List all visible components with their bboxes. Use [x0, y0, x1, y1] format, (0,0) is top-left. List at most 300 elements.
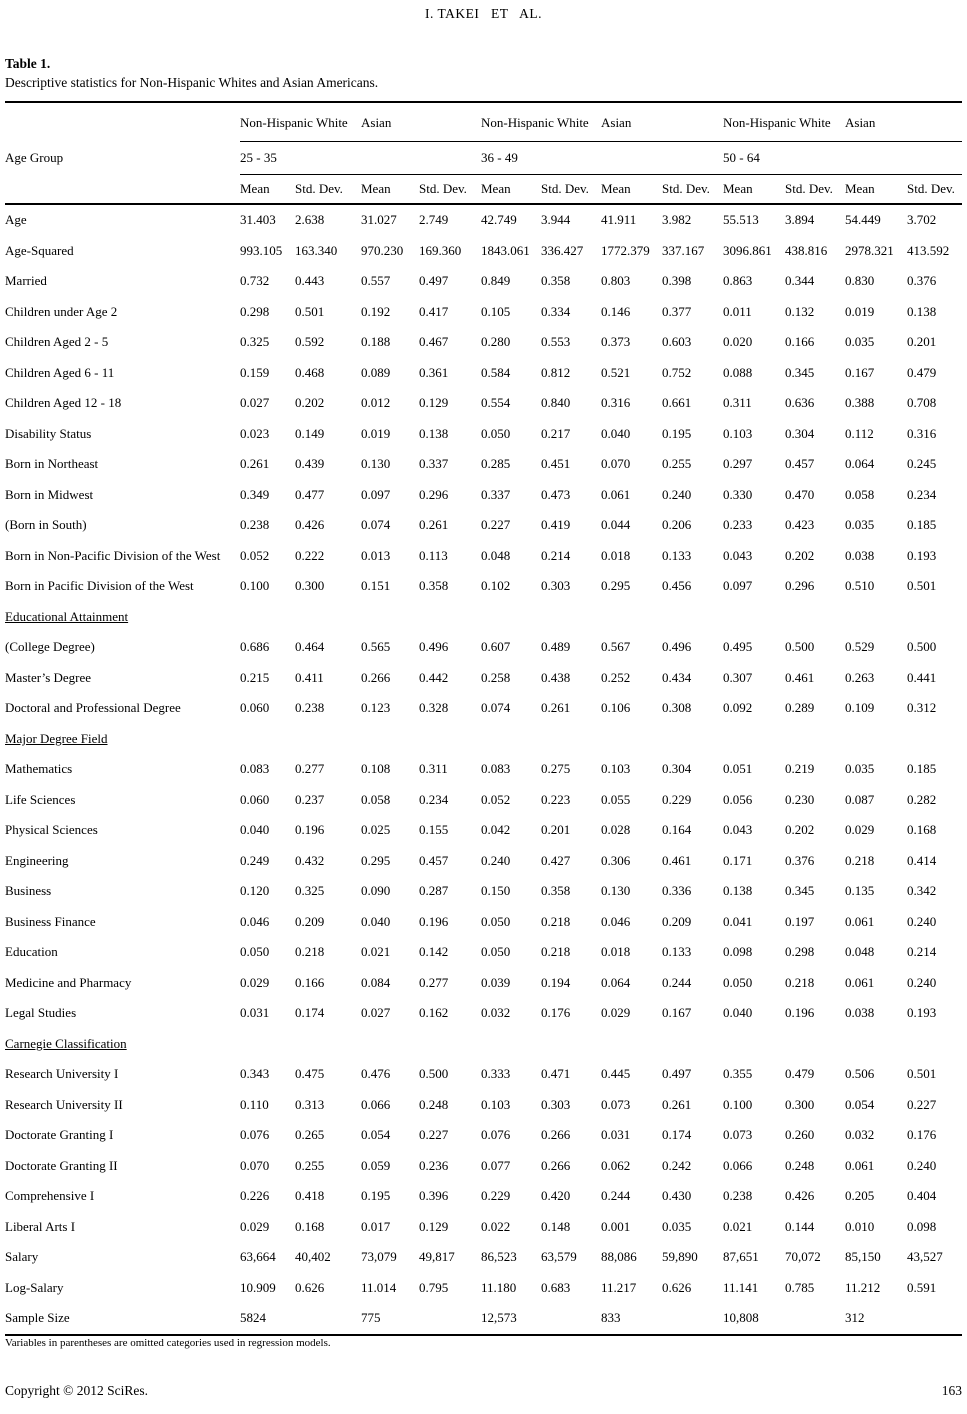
cell-value: 0.019: [845, 303, 875, 319]
cell-value: 0.248: [419, 1096, 449, 1112]
cell-value: 88,086: [601, 1249, 637, 1265]
table-row: [5, 876, 962, 907]
cell-value: 0.042: [481, 822, 511, 838]
cell-value: 0.479: [785, 1066, 815, 1082]
cell-value: 0.166: [295, 974, 325, 990]
cell-value: 1772.379: [601, 242, 650, 258]
cell-value: 0.061: [601, 486, 631, 502]
cell-value: 0.426: [785, 1188, 815, 1204]
cell-value: 0.222: [295, 547, 325, 563]
cell-value: 0.060: [240, 791, 270, 807]
cell-value: [481, 1029, 541, 1060]
cell-value: 0.295: [361, 852, 391, 868]
cell-value: 0.501: [907, 1066, 937, 1082]
row-label: (Born in South): [5, 517, 87, 533]
cell-value: 0.103: [481, 1096, 511, 1112]
stat-header: Std. Dev.: [419, 175, 481, 205]
table-body: [5, 204, 962, 1335]
row-label: (College Degree): [5, 639, 95, 655]
cell-value: [361, 724, 419, 755]
cell-value: 0.261: [419, 517, 449, 533]
page-number: 163: [941, 1383, 962, 1398]
stat-header: Std. Dev.: [662, 175, 723, 205]
cell-value: 0.032: [481, 1005, 511, 1021]
cell-value: [419, 1303, 481, 1335]
cell-value: [419, 724, 481, 755]
cell-value: 0.863: [723, 273, 753, 289]
cell-value: 0.109: [845, 700, 875, 716]
cell-value: [295, 724, 361, 755]
cell-value: 10,808: [723, 1310, 759, 1326]
cell-value: 0.686: [240, 639, 270, 655]
cell-value: 0.201: [907, 334, 937, 350]
cell-value: 0.457: [785, 456, 815, 472]
cell-value: 41.911: [601, 212, 637, 228]
table-row: [5, 266, 962, 297]
cell-value: 0.803: [601, 273, 631, 289]
cell-value: 0.029: [240, 1218, 270, 1234]
cell-value: 0.052: [481, 791, 511, 807]
section-label: Educational Attainment: [5, 608, 129, 624]
cell-value: [419, 1029, 481, 1060]
cell-value: 0.217: [541, 425, 571, 441]
cell-value: 0.144: [785, 1218, 815, 1234]
table-row: [5, 937, 962, 968]
row-label: Children Aged 6 - 11: [5, 364, 115, 380]
cell-value: 3.702: [907, 212, 937, 228]
cell-value: 0.461: [785, 669, 815, 685]
cell-value: 0.031: [240, 1005, 270, 1021]
cell-value: 0.077: [481, 1157, 511, 1173]
cell-value: 0.442: [419, 669, 449, 685]
cell-value: 0.010: [845, 1218, 875, 1234]
cell-value: 0.074: [361, 517, 391, 533]
cell-value: 0.029: [845, 822, 875, 838]
cell-value: 0.445: [601, 1066, 631, 1082]
cell-value: [723, 1029, 785, 1060]
cell-value: 0.418: [295, 1188, 325, 1204]
cell-value: 0.040: [601, 425, 631, 441]
cell-value: 0.039: [481, 974, 511, 990]
row-label: Comprehensive I: [5, 1188, 95, 1204]
cell-value: 11.217: [601, 1279, 637, 1295]
cell-value: 0.106: [601, 700, 631, 716]
header-spacer: [5, 175, 240, 205]
cell-value: 0.358: [541, 883, 571, 899]
age-group-header: 50 - 64: [723, 142, 962, 175]
cell-value: 0.197: [785, 913, 815, 929]
cell-value: 0.398: [662, 273, 692, 289]
copyright-text: Copyright © 2012 SciRes.: [5, 1383, 149, 1398]
cell-value: 0.355: [723, 1066, 753, 1082]
section-header-row: [5, 602, 962, 633]
cell-value: 0.050: [481, 425, 511, 441]
cell-value: 0.148: [541, 1218, 571, 1234]
cell-value: 0.017: [361, 1218, 391, 1234]
cell-value: 0.417: [419, 303, 449, 319]
stat-header: Std. Dev.: [541, 175, 601, 205]
cell-value: 0.218: [845, 852, 875, 868]
cell-value: 0.035: [845, 761, 875, 777]
table-row: [5, 693, 962, 724]
cell-value: 0.298: [240, 303, 270, 319]
cell-value: 0.300: [785, 1096, 815, 1112]
cell-value: 0.337: [419, 456, 449, 472]
stat-header: Std. Dev.: [295, 175, 361, 205]
cell-value: 0.626: [662, 1279, 692, 1295]
row-label: Born in Northeast: [5, 456, 99, 472]
cell-value: 0.443: [295, 273, 325, 289]
cell-value: 0.304: [785, 425, 815, 441]
age-group-label: Age Group: [5, 150, 64, 165]
cell-value: 0.130: [361, 456, 391, 472]
row-label: Legal Studies: [5, 1005, 77, 1021]
cell-value: [541, 724, 601, 755]
cell-value: 0.277: [295, 761, 325, 777]
cell-value: 0.076: [481, 1127, 511, 1143]
table-row: [5, 388, 962, 419]
cell-value: 0.280: [481, 334, 511, 350]
cell-value: 0.185: [907, 517, 937, 533]
cell-value: [419, 602, 481, 633]
cell-value: 0.333: [481, 1066, 511, 1082]
cell-value: 0.732: [240, 273, 270, 289]
cell-value: 0.129: [419, 395, 449, 411]
cell-value: 0.188: [361, 334, 391, 350]
cell-value: 0.229: [481, 1188, 511, 1204]
cell-value: 0.218: [541, 913, 571, 929]
cell-value: 0.133: [662, 547, 692, 563]
cell-value: 0.058: [845, 486, 875, 502]
cell-value: [541, 1303, 601, 1335]
table-row: [5, 1303, 962, 1335]
cell-value: 0.240: [907, 1157, 937, 1173]
cell-value: 0.108: [361, 761, 391, 777]
cell-value: 0.260: [785, 1127, 815, 1143]
cell-value: 49,817: [419, 1249, 455, 1265]
row-label: Research University II: [5, 1096, 123, 1112]
cell-value: 0.337: [481, 486, 511, 502]
age-group-header: 25 - 35: [240, 142, 481, 175]
cell-value: 0.064: [845, 456, 875, 472]
cell-value: 0.021: [361, 944, 391, 960]
cell-value: 0.497: [662, 1066, 692, 1082]
cell-value: 0.035: [845, 334, 875, 350]
cell-value: 31.027: [361, 212, 397, 228]
cell-value: 0.307: [723, 669, 753, 685]
cell-value: 43,527: [907, 1249, 943, 1265]
cell-value: 0.195: [662, 425, 692, 441]
cell-value: 0.308: [662, 700, 692, 716]
cell-value: 0.038: [845, 1005, 875, 1021]
header-spacer: [5, 102, 240, 142]
cell-value: 0.032: [845, 1127, 875, 1143]
cell-value: 0.244: [601, 1188, 631, 1204]
cell-value: 0.138: [419, 425, 449, 441]
cell-value: 0.496: [662, 639, 692, 655]
cell-value: 0.043: [723, 822, 753, 838]
cell-value: 0.218: [541, 944, 571, 960]
cell-value: 163.340: [295, 242, 338, 258]
cell-value: 0.227: [481, 517, 511, 533]
cell-value: 0.553: [541, 334, 571, 350]
descriptive-statistics-table: [5, 101, 962, 1336]
table-row: [5, 998, 962, 1029]
cell-value: 0.263: [845, 669, 875, 685]
cell-value: 0.261: [541, 700, 571, 716]
cell-value: 0.050: [723, 974, 753, 990]
row-label: Doctorate Granting I: [5, 1127, 114, 1143]
cell-value: 0.240: [907, 974, 937, 990]
cell-value: 0.303: [541, 1096, 571, 1112]
cell-value: 59,890: [662, 1249, 698, 1265]
cell-value: 0.261: [240, 456, 270, 472]
cell-value: 0.035: [662, 1218, 692, 1234]
cell-value: 0.240: [662, 486, 692, 502]
cell-value: 0.584: [481, 364, 511, 380]
cell-value: 0.325: [295, 883, 325, 899]
stat-header: Mean: [481, 175, 541, 205]
cell-value: 0.066: [723, 1157, 753, 1173]
cell-value: 0.330: [723, 486, 753, 502]
cell-value: 0.046: [240, 913, 270, 929]
cell-value: 0.226: [240, 1188, 270, 1204]
cell-value: 0.097: [723, 578, 753, 594]
cell-value: 0.282: [907, 791, 937, 807]
cell-value: 0.349: [240, 486, 270, 502]
cell-value: 0.312: [907, 700, 937, 716]
cell-value: 0.201: [541, 822, 571, 838]
cell-value: 0.603: [662, 334, 692, 350]
cell-value: 0.166: [785, 334, 815, 350]
cell-value: [361, 1029, 419, 1060]
cell-value: 0.196: [295, 822, 325, 838]
row-label: Born in Pacific Division of the West: [5, 578, 194, 594]
table-row: [5, 510, 962, 541]
cell-value: 0.328: [419, 700, 449, 716]
cell-value: 0.275: [541, 761, 571, 777]
cell-value: 0.345: [785, 883, 815, 899]
cell-value: 2.638: [295, 212, 325, 228]
cell-value: 0.073: [601, 1096, 631, 1112]
table-row: [5, 419, 962, 450]
cell-value: 312: [845, 1310, 865, 1326]
cell-value: 0.497: [419, 273, 449, 289]
table-row: [5, 815, 962, 846]
cell-value: 0.103: [601, 761, 631, 777]
cell-value: 0.456: [662, 578, 692, 594]
cell-value: [295, 602, 361, 633]
cell-value: 0.100: [240, 578, 270, 594]
cell-value: 10.909: [240, 1279, 276, 1295]
cell-value: 0.185: [907, 761, 937, 777]
row-label: Life Sciences: [5, 791, 76, 807]
table-row: [5, 1181, 962, 1212]
cell-value: 0.050: [481, 913, 511, 929]
row-label: Business: [5, 883, 52, 899]
cell-value: 0.054: [361, 1127, 391, 1143]
table-row: [5, 236, 962, 267]
cell-value: 0.023: [240, 425, 270, 441]
cell-value: 2978.321: [845, 242, 894, 258]
cell-value: 0.058: [361, 791, 391, 807]
group-header: Asian: [845, 102, 962, 142]
cell-value: 54.449: [845, 212, 881, 228]
cell-value: 0.196: [419, 913, 449, 929]
ethnic-group-header-row: [5, 102, 962, 142]
cell-value: 0.554: [481, 395, 511, 411]
cell-value: [481, 724, 541, 755]
stat-header: Mean: [601, 175, 662, 205]
cell-value: 0.167: [662, 1005, 692, 1021]
cell-value: 0.468: [295, 364, 325, 380]
cell-value: 0.234: [907, 486, 937, 502]
cell-value: 0.120: [240, 883, 270, 899]
cell-value: 0.102: [481, 578, 511, 594]
cell-value: 0.434: [662, 669, 692, 685]
cell-value: 438.816: [785, 242, 828, 258]
cell-value: [785, 1029, 845, 1060]
cell-value: 0.206: [662, 517, 692, 533]
cell-value: 833: [601, 1310, 621, 1326]
cell-value: [240, 724, 295, 755]
cell-value: 0.202: [785, 822, 815, 838]
cell-value: 0.237: [295, 791, 325, 807]
table-row: [5, 449, 962, 480]
table-row: [5, 358, 962, 389]
section-header-row: [5, 1029, 962, 1060]
cell-value: 0.304: [662, 761, 692, 777]
cell-value: 0.041: [723, 913, 753, 929]
row-label: Business Finance: [5, 913, 96, 929]
cell-value: 0.708: [907, 395, 937, 411]
cell-value: 0.097: [361, 486, 391, 502]
cell-value: 0.001: [601, 1218, 631, 1234]
cell-value: 0.205: [845, 1188, 875, 1204]
table-title: Table 1.: [5, 56, 51, 71]
stat-header: Mean: [361, 175, 419, 205]
section-label: Carnegie Classification: [5, 1035, 127, 1051]
cell-value: 0.167: [845, 364, 875, 380]
cell-value: 0.043: [723, 547, 753, 563]
cell-value: 0.501: [907, 578, 937, 594]
cell-value: 0.054: [845, 1096, 875, 1112]
cell-value: 0.451: [541, 456, 571, 472]
table-row: [5, 1242, 962, 1273]
cell-value: 12,573: [481, 1310, 517, 1326]
row-label: Age-Squared: [5, 242, 74, 258]
cell-value: 0.050: [240, 944, 270, 960]
cell-value: [907, 602, 962, 633]
cell-value: [845, 724, 907, 755]
cell-value: 11.212: [845, 1279, 881, 1295]
cell-value: 0.214: [907, 944, 937, 960]
cell-value: 0.500: [419, 1066, 449, 1082]
cell-value: 0.061: [845, 1157, 875, 1173]
cell-value: 0.500: [907, 639, 937, 655]
cell-value: 31.403: [240, 212, 276, 228]
cell-value: 0.105: [481, 303, 511, 319]
page-footer: [5, 1383, 962, 1399]
cell-value: [361, 602, 419, 633]
cell-value: 0.311: [723, 395, 752, 411]
cell-value: 0.193: [907, 1005, 937, 1021]
cell-value: 3.894: [785, 212, 815, 228]
cell-value: 3.982: [662, 212, 692, 228]
cell-value: 0.420: [541, 1188, 571, 1204]
cell-value: [662, 1303, 723, 1335]
cell-value: 0.303: [541, 578, 571, 594]
cell-value: 0.130: [601, 883, 631, 899]
table-row: [5, 541, 962, 572]
cell-value: 0.361: [419, 364, 449, 380]
cell-value: 0.242: [662, 1157, 692, 1173]
group-header: Asian: [601, 102, 723, 142]
cell-value: 0.074: [481, 700, 511, 716]
cell-value: 0.521: [601, 364, 631, 380]
cell-value: 0.496: [419, 639, 449, 655]
cell-value: 0.040: [723, 1005, 753, 1021]
cell-value: 0.529: [845, 639, 875, 655]
cell-value: 0.432: [295, 852, 325, 868]
cell-value: 0.295: [601, 578, 631, 594]
cell-value: 0.027: [361, 1005, 391, 1021]
cell-value: 0.088: [723, 364, 753, 380]
cell-value: 0.316: [907, 425, 937, 441]
cell-value: 70,072: [785, 1249, 821, 1265]
cell-value: 0.084: [361, 974, 391, 990]
cell-value: 0.287: [419, 883, 449, 899]
cell-value: 0.090: [361, 883, 391, 899]
cell-value: 0.636: [785, 395, 815, 411]
cell-value: 0.027: [240, 395, 270, 411]
cell-value: 0.752: [662, 364, 692, 380]
cell-value: [295, 1029, 361, 1060]
cell-value: 0.214: [541, 547, 571, 563]
cell-value: 970.230: [361, 242, 404, 258]
cell-value: 0.477: [295, 486, 325, 502]
cell-value: 0.011: [723, 303, 752, 319]
cell-value: 0.336: [662, 883, 692, 899]
cell-value: 413.592: [907, 242, 950, 258]
row-label: Children Aged 2 - 5: [5, 334, 109, 350]
cell-value: 0.467: [419, 334, 449, 350]
cell-value: 0.289: [785, 700, 815, 716]
group-header: Non-Hispanic White: [240, 102, 361, 142]
cell-value: [295, 1303, 361, 1335]
cell-value: 0.277: [419, 974, 449, 990]
cell-value: 63,664: [240, 1249, 276, 1265]
table-header: [5, 102, 962, 204]
row-label: Engineering: [5, 852, 69, 868]
cell-value: 0.056: [723, 791, 753, 807]
cell-value: 0.061: [845, 913, 875, 929]
cell-value: 0.500: [785, 639, 815, 655]
cell-value: [845, 602, 907, 633]
cell-value: 0.048: [845, 944, 875, 960]
cell-value: 0.376: [907, 273, 937, 289]
cell-value: 0.150: [481, 883, 511, 899]
cell-value: 0.506: [845, 1066, 875, 1082]
cell-value: 0.195: [361, 1188, 391, 1204]
table-row: [5, 204, 962, 236]
cell-value: 0.423: [785, 517, 815, 533]
cell-value: 0.325: [240, 334, 270, 350]
cell-value: 0.083: [240, 761, 270, 777]
cell-value: [601, 602, 662, 633]
cell-value: 0.830: [845, 273, 875, 289]
cell-value: 0.029: [240, 974, 270, 990]
